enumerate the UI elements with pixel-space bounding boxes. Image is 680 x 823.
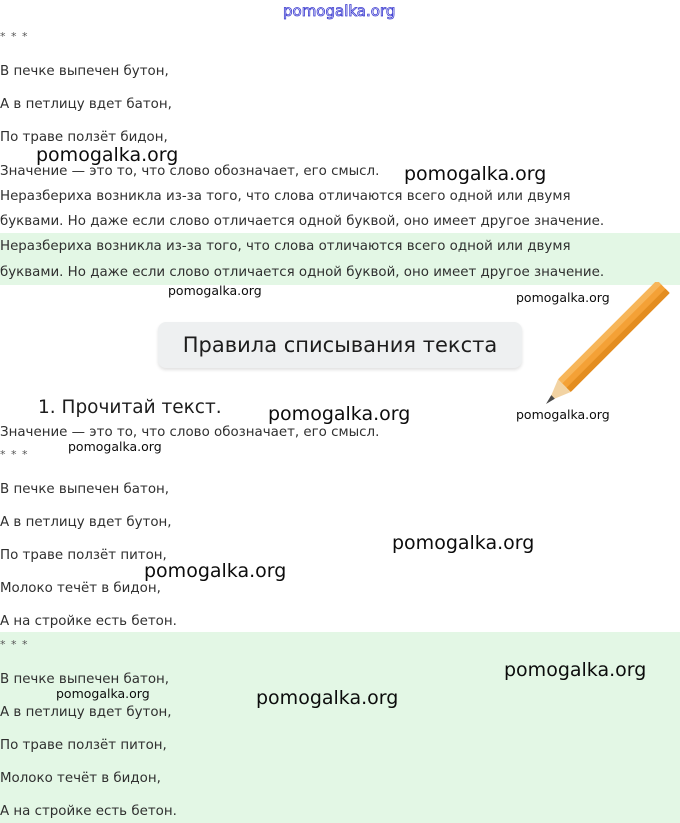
watermark: pomogalka.org [36, 144, 179, 166]
poem-line: Молоко течёт в бидон, [0, 581, 161, 596]
stars-divider-3: * * * [0, 638, 29, 651]
meaning-definition-1: Значение — это то, что слово обозначает, его смысл. [0, 164, 380, 179]
rules-heading: Правила списывания текста [158, 322, 522, 368]
poem-line: Молоко течёт в бидон, [0, 771, 161, 786]
watermark: pomogalka.org [144, 560, 287, 582]
poem-line: В печке выпечен батон, [0, 482, 170, 497]
stars-divider-1: * * * [0, 30, 29, 43]
watermark: pomogalka.org [516, 290, 610, 305]
watermark: pomogalka.org [168, 283, 262, 298]
watermark: pomogalka.org [404, 163, 547, 185]
poem-line: А в петлицу вдет батон, [0, 97, 172, 112]
poem-line: По траве ползёт питон, [0, 738, 167, 753]
stars-divider-2: * * * [0, 448, 29, 461]
watermark: pomogalka.org [256, 687, 399, 709]
watermark: pomogalka.org [504, 659, 647, 681]
poem-line: В печке выпечен бутон, [0, 64, 169, 79]
meaning-definition-2: Значение — это то, что слово обозначает, его смысл. [0, 425, 380, 440]
poem-line: В печке выпечен батон, [0, 672, 170, 687]
poem-line: А на стройке есть бетон. [0, 614, 177, 629]
poem-line: По траве ползёт питон, [0, 548, 167, 563]
watermark: pomogalka.org [56, 686, 150, 701]
poem-line: По траве ползёт бидон, [0, 130, 168, 145]
explanation-line-highlighted: буквами. Но даже если слово отличается одной буквой, оно имеет другое значение. [0, 265, 605, 280]
explanation-line-highlighted: Неразбериха возникла из-за того, что слова отличаются всего одной или двумя [0, 239, 571, 254]
poem-line: А на стройке есть бетон. [0, 804, 177, 819]
watermark: pomogalka.org [268, 403, 411, 425]
watermark: pomogalka.org [68, 439, 162, 454]
explanation-line: буквами. Но даже если слово отличается одной буквой, оно имеет другое значение. [0, 214, 605, 229]
watermark: pomogalka.org [516, 407, 610, 422]
poem-line: А в петлицу вдет бутон, [0, 705, 172, 720]
poem-line: А в петлицу вдет бутон, [0, 515, 172, 530]
explanation-line: Неразбериха возникла из-за того, что слова отличаются всего одной или двумя [0, 189, 571, 204]
top-watermark: pomogalka.org [283, 2, 396, 20]
watermark: pomogalka.org [392, 532, 535, 554]
task-title: 1. Прочитай текст. [38, 397, 222, 418]
